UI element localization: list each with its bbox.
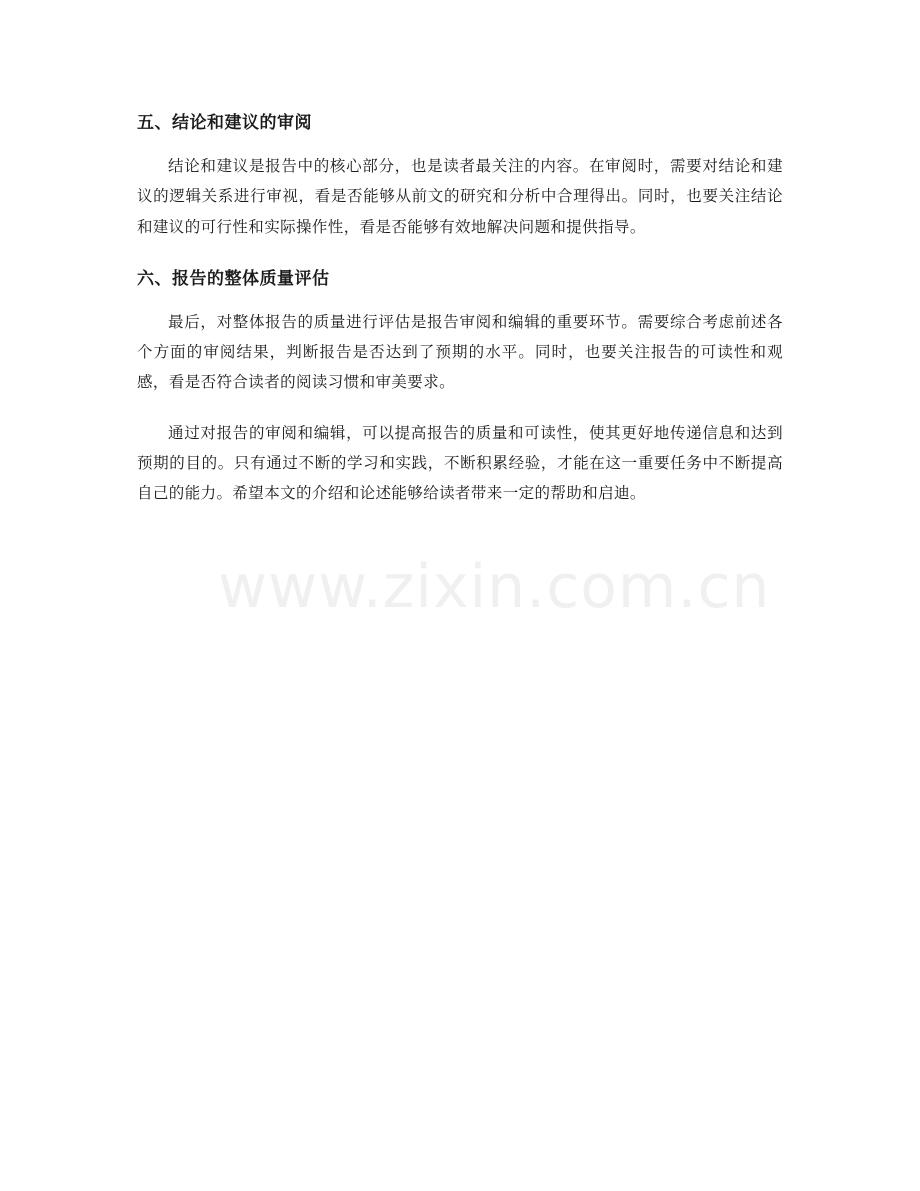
paragraph-closing: 通过对报告的审阅和编辑，可以提高报告的质量和可读性，使其更好地传递信息和达到预期的目的。只有通过不断的学习和实践，不断积累经验，才能在这一重要任务中不断提高自己的能力。希望本文的介绍和论述能够给读者带来一定的帮助和启迪。	[137, 423, 783, 503]
section-heading-conclusions: 五、结论和建议的审阅	[137, 113, 312, 133]
section-heading-quality-assessment: 六、报告的整体质量评估	[137, 268, 330, 289]
paragraph-conclusions: 结论和建议是报告中的核心部分，也是读者最关注的内容。在审阅时，需要对结论和建议的逻辑关系进行审视，看是否能够从前文的研究和分析中合理得出。同时，也要关注结论和建议的可行性和实际操作性，看是否能够有效地解决问题和提供指导。	[137, 157, 783, 236]
paragraph-quality-assessment: 最后，对整体报告的质量进行评估是报告审阅和编辑的重要环节。需要综合考虑前述各个方面的审阅结果，判断报告是否达到了预期的水平。同时，也要关注报告的可读性和观感，看是否符合读者的阅读习惯和审美要求。	[137, 312, 783, 392]
watermark: www.zixin.com.cn	[218, 552, 771, 622]
document-body	[137, 106, 783, 529]
